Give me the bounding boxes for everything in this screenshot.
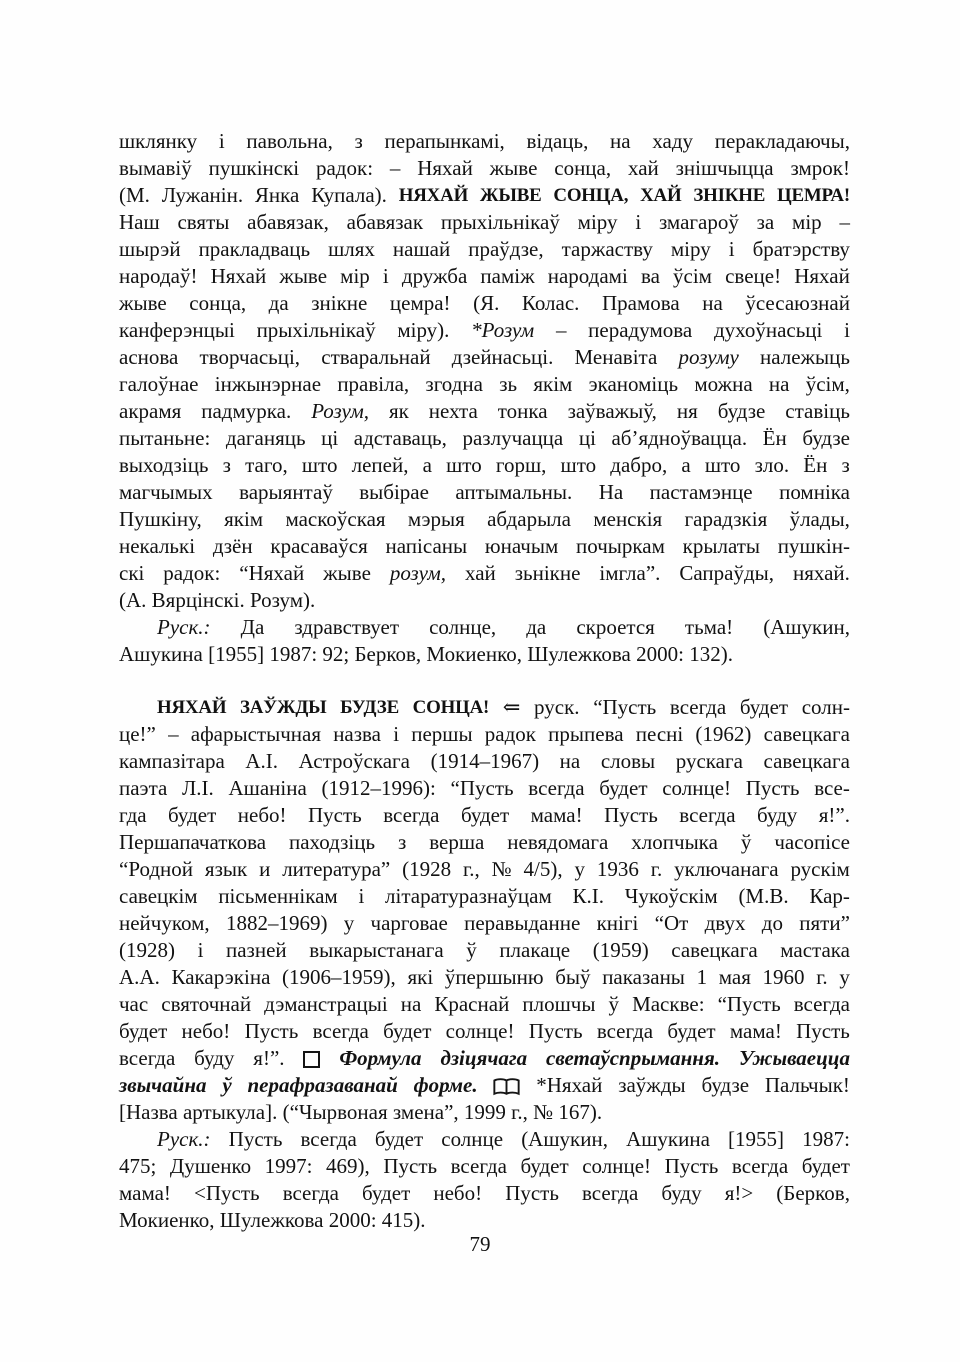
text-line: (А. Вярцінскі. Розум). [119,588,316,612]
text-line: нейчуком, 1882–1969) у чарговае перавыданне кнігі “От двух до пяти” [119,911,850,935]
text-line: “Родной язык и литература” (1928 г., № 4/5), у 1936 г. уключанага рускім [119,857,850,881]
text-line: Мокиенко, Шулежкова 2000: 415). [119,1208,426,1232]
text-line: А.А. Какарэкіна (1906–1959), які ўпершыню быў паказаны 1 мая 1960 г. у [119,965,850,989]
text-line: Ашукина [1955] 1987: 92; Берков, Мокиенко, Шулежкова 2000: 132). [119,642,733,666]
russian-equivalent-1 [119,614,850,668]
text-line: галоўнае інжынэрнае правіла, згодна зь якім эканоміць можна на ўсім, [119,372,850,396]
text-line: савецкім пісьменнікам і літаратуразнаўцам К.І. Чукоўскім (М.В. Кар- [119,884,850,908]
text-line: гда будет небо! Пусть всегда будет мама! Пусть всегда буду я!”. [119,803,850,827]
page-number: 79 [469,1232,491,1256]
text-line: шклянку і павольна, з перапынкамі, відаць, на хаду перакладаючы, [119,129,850,153]
text-line: (1928) і пазней выкарыстанага ў плакаце (1959) савецкага мастака [119,938,850,962]
entry-nyahaj-zauzhdy-budze-sonca [119,694,850,1126]
text-line: выходзіць з таго, што лепей, а што горш, што дабро, а што зло. Ён з [119,453,850,477]
text-line: пытаньне: даганяць ці адставаць, разлучацца ці аб’ядноўвацца. Ён будзе [119,426,850,450]
text-line: всегда буду я!”. Формула дзіцячага светаўспрымання. Ужываецца [119,1046,850,1070]
white-square-icon [303,1051,320,1068]
text-line: некалькі дзён красаваўся напісаны юначым почыркам крылаты пушкін- [119,534,850,558]
text-line: НЯХАЙ ЗАЎЖДЫ БУДЗЕ СОНЦА! ⇐ руск. “Пусть всегда будет солн- [157,695,850,719]
text-line: будет небо! Пусть всегда будет солнце! Пусть всегда будет мама! Пусть [119,1019,850,1043]
text-line: Першапачаткова паходзіць з верша невядомага хлопчыка ў часопісе [119,830,850,854]
text-line: Наш святы абавязак, абавязак прыхільнікаў міру і змагароў за мір – [119,210,850,234]
text-line: народаў! Няхай жыве мір і дружба паміж народамі ва ўсім свеце! Няхай [119,264,850,288]
text-line: Руск.: Пусть всегда будет солнце (Ашукин, Ашукина [1955] 1987: [157,1127,850,1151]
text-line: скі радок: “Няхай жыве розум, хай зьнікне імгла”. Сапраўды, няхай. [119,561,850,585]
text-line: (М. Лужанін. Янка Купала). НЯХАЙ ЖЫВЕ СОНЦА, ХАЙ ЗНІКНЕ ЦЕМРА! [119,183,850,207]
russian-equivalent-2 [119,1126,850,1234]
entry-nyahaj-zhyve-sonca [119,128,850,614]
text-line: Пушкіну, якім маскоўская мэрыя абдарыла менскія гарадзкія ўлады, [119,507,850,531]
text-line: магчымых варыянтаў выбірае аптымальны. На пастамэнце помніка [119,480,850,504]
text-line: кампазітара А.І. Астроўскага (1914–1967) на словы рускага савецкага [119,749,850,773]
open-book-icon [493,1078,520,1096]
text-line: шырэй пракладваць шлях нашай праўдзе, таржаству міру і братэрству [119,237,850,261]
text-line: звычайна ў перафразаванай форме. *Няхай заўжды будзе Пальчык! [119,1073,850,1097]
text-block [119,128,850,1234]
text-line: акрамя падмурка. Розум, як нехта тонка заўважыў, ня будзе ставіць [119,399,850,423]
text-line: Руск.: Да здравствует солнце, да скроется тьма! (Ашукин, [157,615,850,639]
text-line: час святочнай дэманстрацыі на Краснай плошчы ў Маскве: “Пусть всегда [119,992,850,1016]
text-line: жыве сонца, да знікне цемра! (Я. Колас. Прамова на ўсесаюзнай [119,291,850,315]
text-line: паэта Л.І. Ашаніна (1912–1996): “Пусть всегда будет солнце! Пусть все- [119,776,850,800]
text-line: вымавіў пушкінскі радок: – Няхай жыве сонца, хай знішчыцца змрок! [119,156,850,180]
text-line: 475; Душенко 1997: 469), Пусть всегда будет солнце! Пусть всегда будет [119,1154,850,1178]
text-line: канферэнцыі прыхільнікаў міру). *Розум – перадумова духоўнасьці і [119,318,850,342]
text-line: мама! <Пусть всегда будет небо! Пусть всегда буду я!> (Берков, [119,1181,850,1205]
text-line: це!” – афарыстычная назва і першы радок прыпева песні (1962) савецкага [119,722,850,746]
text-line: аснова творчасьці, стваральнай дзейнасьці. Менавіта розуму належыць [119,345,850,369]
text-line: [Назва артыкула]. (“Чырвоная змена”, 1999 г., № 167). [119,1100,603,1124]
